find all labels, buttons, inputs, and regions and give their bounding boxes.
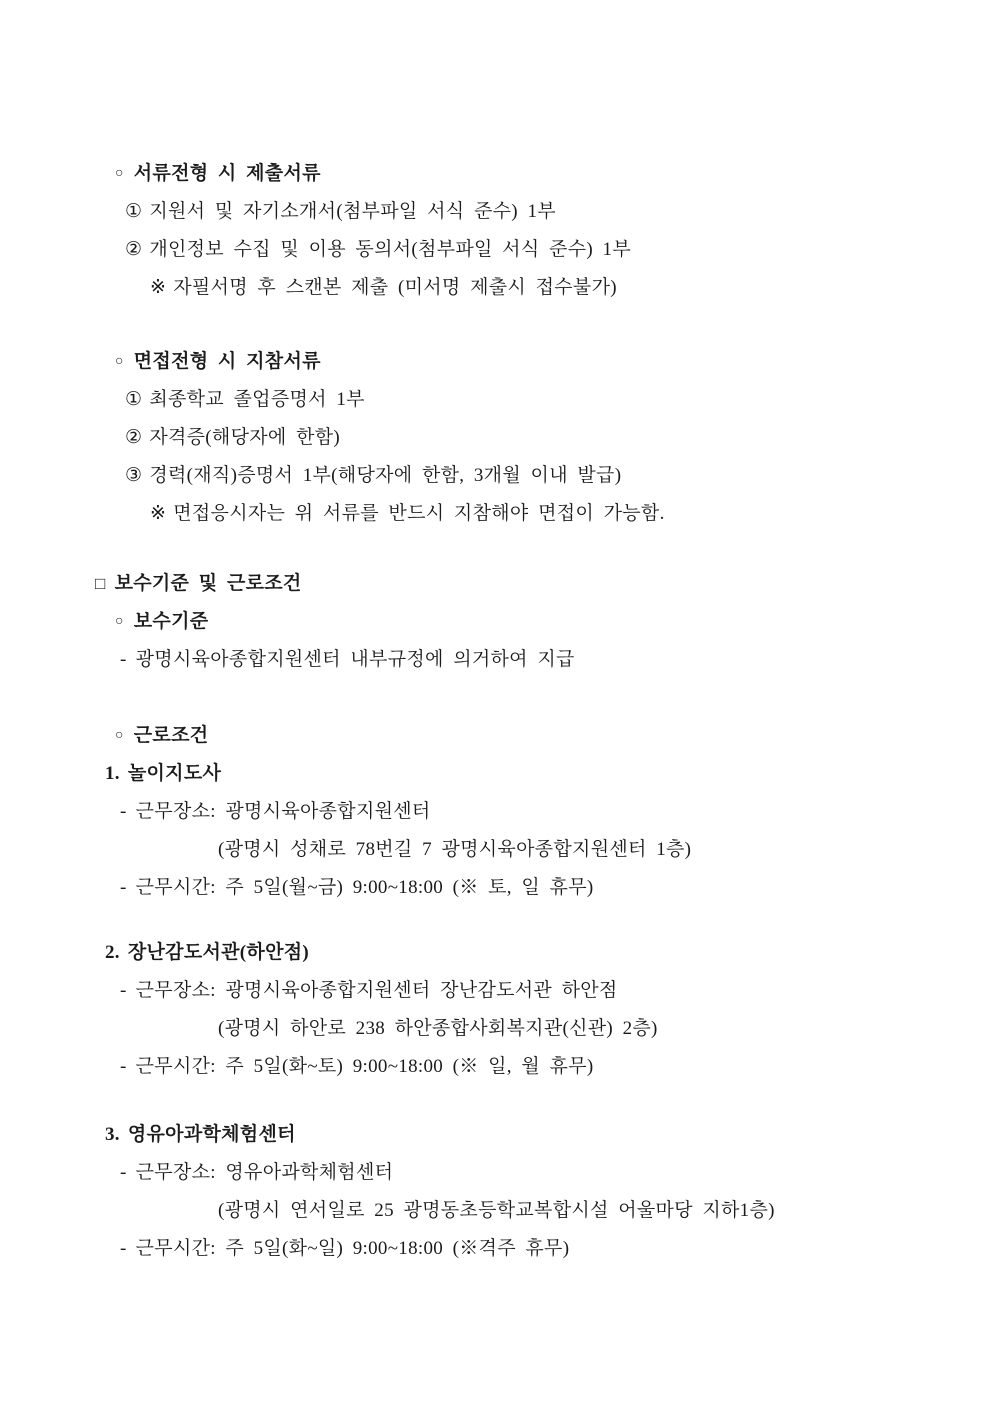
circle-bullet-icon: ○ [115,166,124,181]
pay-standard-detail [0,641,992,679]
job2-title: 장난감도서관(하안점) [127,942,309,963]
submit-note [0,269,992,307]
submit-item-2-text: 개인정보 수집 및 이용 동의서(첨부파일 서식 준수) 1부 [149,239,631,260]
dash-marker: - [120,980,127,1001]
job-number: 3. [105,1124,120,1145]
job1-heading [0,755,992,793]
job1-address [0,831,992,869]
job1-title: 놀이지도사 [127,763,222,784]
circle-bullet-icon: ○ [115,728,124,743]
dash-marker: - [120,877,127,898]
pay-standard-heading [0,603,992,641]
reference-mark-icon: ※ [150,277,167,298]
interview-item-1-text: 최종학교 졸업증명서 1부 [149,389,365,410]
job2-time-text: 근무시간: 주 5일(화~토) 9:00~18:00 (※ 일, 월 휴무) [135,1056,594,1077]
work-section-heading-label: 근로조건 [133,725,209,746]
dash-marker: - [120,1056,127,1077]
job2-address [0,1010,992,1048]
job-number: 2. [105,942,120,963]
job3-address-text: (광명시 연서일로 25 광명동초등학교복합시설 어울마당 지하1층) [218,1200,775,1221]
interview-section-heading-label: 면접전형 시 지참서류 [133,351,321,372]
job2-place-text: 근무장소: 광명시육아종합지원센터 장난감도서관 하안점 [135,980,618,1001]
dash-marker: - [120,649,127,670]
job1-place [0,793,992,831]
job3-place-text: 근무장소: 영유아과학체험센터 [135,1162,394,1183]
job3-time-text: 근무시간: 주 5일(화~일) 9:00~18:00 (※격주 휴무) [135,1238,570,1259]
job1-time-text: 근무시간: 주 5일(월~금) 9:00~18:00 (※ 토, 일 휴무) [135,877,594,898]
job1-place-text: 근무장소: 광명시육아종합지원센터 [135,801,431,822]
job3-title: 영유아과학체험센터 [127,1124,296,1145]
work-section-heading [0,717,992,755]
interview-item-1 [0,381,992,419]
interview-section-heading [0,343,992,381]
circled-number-icon: ① [125,201,143,222]
interview-item-3-text: 경력(재직)증명서 1부(해당자에 한함, 3개월 이내 발급) [149,465,622,486]
job2-heading [0,934,992,972]
interview-note-text: 면접응시자는 위 서류를 반드시 지참해야 면접이 가능함. [173,503,665,524]
job2-time [0,1048,992,1086]
submit-item-1-text: 지원서 및 자기소개서(첨부파일 서식 준수) 1부 [149,201,556,222]
interview-note [0,495,992,533]
interview-item-2 [0,419,992,457]
pay-standard-detail-text: 광명시육아종합지원센터 내부규정에 의거하여 지급 [135,649,575,670]
submit-item-1 [0,193,992,231]
circled-number-icon: ③ [125,465,143,486]
dash-marker: - [120,1238,127,1259]
pay-section-heading-label: 보수기준 및 근로조건 [114,573,302,594]
submit-section-heading [0,155,992,193]
circled-number-icon: ① [125,389,143,410]
job3-heading [0,1116,992,1154]
submit-note-text: 자필서명 후 스캔본 제출 (미서명 제출시 접수불가) [173,277,617,298]
interview-item-3 [0,457,992,495]
square-bullet-icon: □ [95,574,106,593]
job2-address-text: (광명시 하안로 238 하안종합사회복지관(신관) 2층) [218,1018,658,1039]
job3-place [0,1154,992,1192]
job-number: 1. [105,763,120,784]
interview-item-2-text: 자격증(해당자에 한함) [149,427,341,448]
circle-bullet-icon: ○ [115,354,124,369]
submit-section-heading-label: 서류전형 시 제출서류 [133,163,321,184]
job2-place [0,972,992,1010]
pay-standard-heading-label: 보수기준 [133,611,209,632]
circled-number-icon: ② [125,239,143,260]
job3-time [0,1230,992,1268]
reference-mark-icon: ※ [150,503,167,524]
job1-time [0,869,992,907]
dash-marker: - [120,801,127,822]
circle-bullet-icon: ○ [115,614,124,629]
job1-address-text: (광명시 성채로 78번길 7 광명시육아종합지원센터 1층) [218,839,692,860]
circled-number-icon: ② [125,427,143,448]
submit-item-2 [0,231,992,269]
dash-marker: - [120,1162,127,1183]
job3-address [0,1192,992,1230]
pay-section-heading [0,565,992,603]
